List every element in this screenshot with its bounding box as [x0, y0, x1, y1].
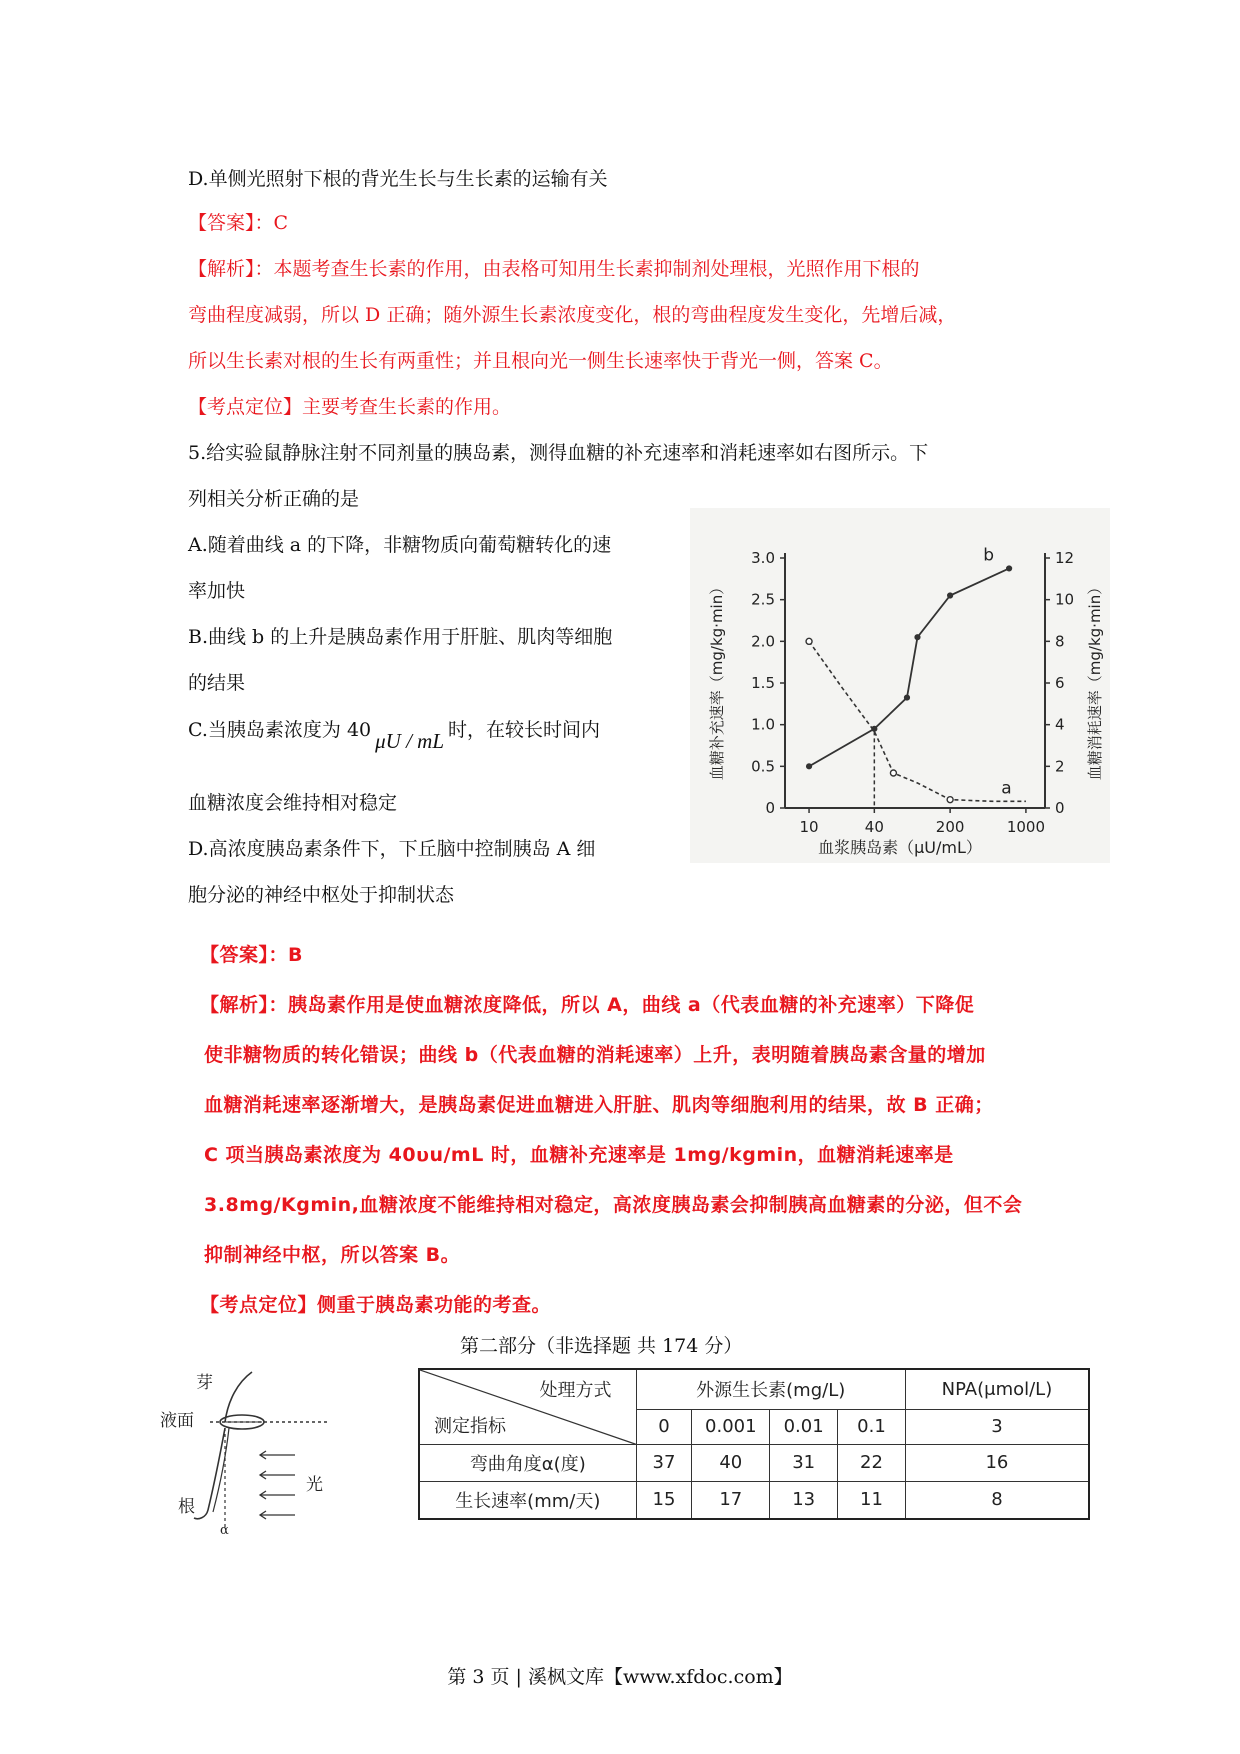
x-tick-label: 40 [864, 818, 884, 836]
header-auxin-group: 外源生长素(mg/L) [636, 1369, 905, 1409]
table-row [419, 1481, 1089, 1519]
y-left-axis-label: 血糖补充速率（mg/kg·min） [708, 579, 726, 781]
label-alpha: α [220, 1523, 229, 1535]
series-b-line [809, 568, 1009, 766]
x-axis-label: 血浆胰岛素（μU/mL） [818, 838, 982, 857]
light-arrows [260, 1451, 295, 1519]
q5-analysis-line-2: 使非糖物质的转化错误；曲线 b（代表血糖的消耗速率）上升，表明随着胰岛素含量的增加 [204, 1044, 986, 1066]
cell: 13 [770, 1481, 838, 1519]
cell: 8 [905, 1481, 1089, 1519]
q4-point: 【考点定位】主要考查生长素的作用。 [188, 396, 512, 418]
header-npa-group: NPA(μmol/L) [905, 1369, 1089, 1409]
cell: 40 [692, 1444, 770, 1481]
cell: 17 [692, 1481, 770, 1519]
y-left-tick-label: 2.5 [751, 590, 775, 609]
auxin-table [418, 1368, 1090, 1518]
y-right-tick-label: 10 [1055, 590, 1075, 609]
row-label-angle: 弯曲角度α(度) [419, 1444, 636, 1481]
series-a-point [890, 770, 896, 776]
series-b-point [915, 635, 920, 640]
y-right-tick-label: 8 [1055, 632, 1065, 651]
x-tick-label: 200 [935, 818, 965, 836]
q5-analysis-line-5: 3.8mg/Kgmin,血糖浓度不能维持相对稳定，高浓度胰岛素会抑制胰高血糖素的分泌，但不会 [204, 1194, 1023, 1216]
label-bud: 芽 [196, 1373, 213, 1393]
q5-option-b-line-1: B.曲线 b 的上升是胰岛素作用于肝脏、肌肉等细胞 [188, 626, 613, 648]
y-right-axis-label: 血糖消耗速率（mg/kg·min） [1086, 579, 1104, 781]
part2-title: 第二部分（非选择题 共 174 分） [460, 1335, 743, 1357]
series-b-label: b [983, 545, 995, 566]
y-left-tick-label: 3.0 [751, 549, 775, 567]
q4-analysis-line-2: 弯曲程度减弱，所以 D 正确；随外源生长素浓度变化，根的弯曲程度发生变化，先增后减， [188, 304, 957, 326]
q5-analysis-line-4: C 项当胰岛素浓度为 40υu/mL 时，血糖补充速率是 1mg/kgmin，血糖消耗速率是 [204, 1144, 954, 1166]
x-tick-label: 10 [799, 818, 819, 836]
x-ticks [800, 808, 1045, 836]
y-left-tick-label: 0 [765, 799, 775, 817]
series-b-point [806, 764, 811, 769]
q5-analysis-line-1: 【解析】：胰岛素作用是使血糖浓度降低，所以 A，曲线 a（代表血糖的补充速率）下降促 [200, 994, 975, 1016]
series-a-points [806, 638, 953, 802]
cell: 11 [838, 1481, 906, 1519]
y-right-tick-label: 0 [1055, 799, 1065, 817]
y-right-tick-label: 6 [1055, 674, 1065, 692]
series-b-point [904, 695, 909, 700]
conc-0001: 0.001 [692, 1409, 770, 1444]
conc-0: 0 [636, 1409, 692, 1444]
q4-option-d: D.单侧光照射下根的背光生长与生长素的运输有关 [188, 168, 608, 190]
root-light-figure [150, 1360, 360, 1535]
series-a-point [806, 638, 812, 644]
q5-stem-line-1: 5.给实验鼠静脉注射不同剂量的胰岛素，测得血糖的补充速率和消耗速率如右图所示。下 [188, 442, 929, 464]
q5-option-c-post: 时，在较长时间内 [448, 719, 601, 741]
header-measure: 测定指标 [434, 1415, 506, 1437]
q5-option-c-pre: C.当胰岛素浓度为 40 [188, 719, 372, 741]
cell: 31 [770, 1444, 838, 1481]
y-left-ticks [751, 549, 785, 817]
chart-axes [785, 553, 1045, 808]
y-left-tick-label: 0.5 [751, 757, 775, 776]
conc-npa: 3 [905, 1409, 1089, 1444]
series-b-point [1007, 566, 1012, 571]
q5-option-b-line-2: 的结果 [188, 672, 246, 694]
y-left-tick-label: 2.0 [751, 632, 775, 651]
series-a-label: a [1001, 778, 1012, 799]
page-footer: 第 3 页 | 溪枫文库【www.xfdoc.com】 [447, 1666, 793, 1688]
label-surface: 液面 [160, 1411, 194, 1431]
series-a-point [947, 797, 953, 803]
auxin-data-table [418, 1368, 1090, 1520]
table-row [419, 1444, 1089, 1481]
cell: 22 [838, 1444, 906, 1481]
root-curve [194, 1428, 225, 1519]
table-corner-cell [419, 1369, 636, 1444]
header-treatment: 处理方式 [539, 1380, 612, 1401]
cell: 16 [905, 1444, 1089, 1481]
q5-analysis-line-6: 抑制神经中枢，所以答案 B。 [204, 1244, 461, 1266]
q5-option-a-line-2: 率加快 [188, 580, 246, 602]
y-right-ticks [1045, 549, 1074, 817]
q5-stem-line-2: 列相关分析正确的是 [188, 488, 360, 510]
conc-01: 0.1 [838, 1409, 906, 1444]
q5-option-c-unit: μU / mL [375, 729, 445, 753]
x-tick-label: 1000 [1006, 818, 1046, 836]
label-root: 根 [178, 1497, 195, 1517]
series-b-point [948, 593, 953, 598]
q4-answer: 【答案】：C [188, 212, 289, 234]
q4-analysis-line-3: 所以生长素对根的生长有两重性；并且根向光一侧生长速率快于背光一侧，答案 C。 [188, 350, 893, 372]
q5-option-d-line-2: 胞分泌的神经中枢处于抑制状态 [188, 884, 455, 906]
q5-analysis-line-3: 血糖消耗速率逐渐增大，是胰岛素促进血糖进入肝脏、肌肉等细胞利用的结果，故 B 正确； [204, 1094, 994, 1116]
series-b-point [872, 726, 877, 731]
y-left-tick-label: 1.0 [751, 715, 775, 734]
row-label-rate: 生长速率(mm/天) [419, 1481, 636, 1519]
cell: 37 [636, 1444, 692, 1481]
cell: 15 [636, 1481, 692, 1519]
y-right-tick-label: 4 [1055, 715, 1065, 734]
y-right-tick-label: 2 [1055, 757, 1065, 776]
y-right-tick-label: 12 [1055, 549, 1075, 567]
series-a-line [809, 641, 1026, 801]
label-light: 光 [306, 1475, 323, 1495]
q5-option-a-line-1: A.随着曲线 a 的下降，非糖物质向葡萄糖转化的速 [188, 534, 612, 556]
q5-answer: 【答案】：B [200, 944, 303, 966]
insulin-glucose-chart [690, 508, 1110, 863]
q5-point: 【考点定位】侧重于胰岛素功能的考查。 [200, 1294, 552, 1316]
q5-option-c-line-1 [188, 716, 601, 753]
root-edge [213, 1428, 229, 1512]
q5-option-d-line-1: D.高浓度胰岛素条件下，下丘脑中控制胰岛 A 细 [188, 838, 596, 860]
conc-001: 0.01 [770, 1409, 838, 1444]
q5-option-c-line-2: 血糖浓度会维持相对稳定 [188, 792, 398, 814]
y-left-tick-label: 1.5 [751, 674, 775, 692]
series-b-points [806, 566, 1011, 769]
q4-analysis-line-1: 【解析】：本题考查生长素的作用，由表格可知用生长素抑制剂处理根，光照作用下根的 [188, 258, 920, 280]
